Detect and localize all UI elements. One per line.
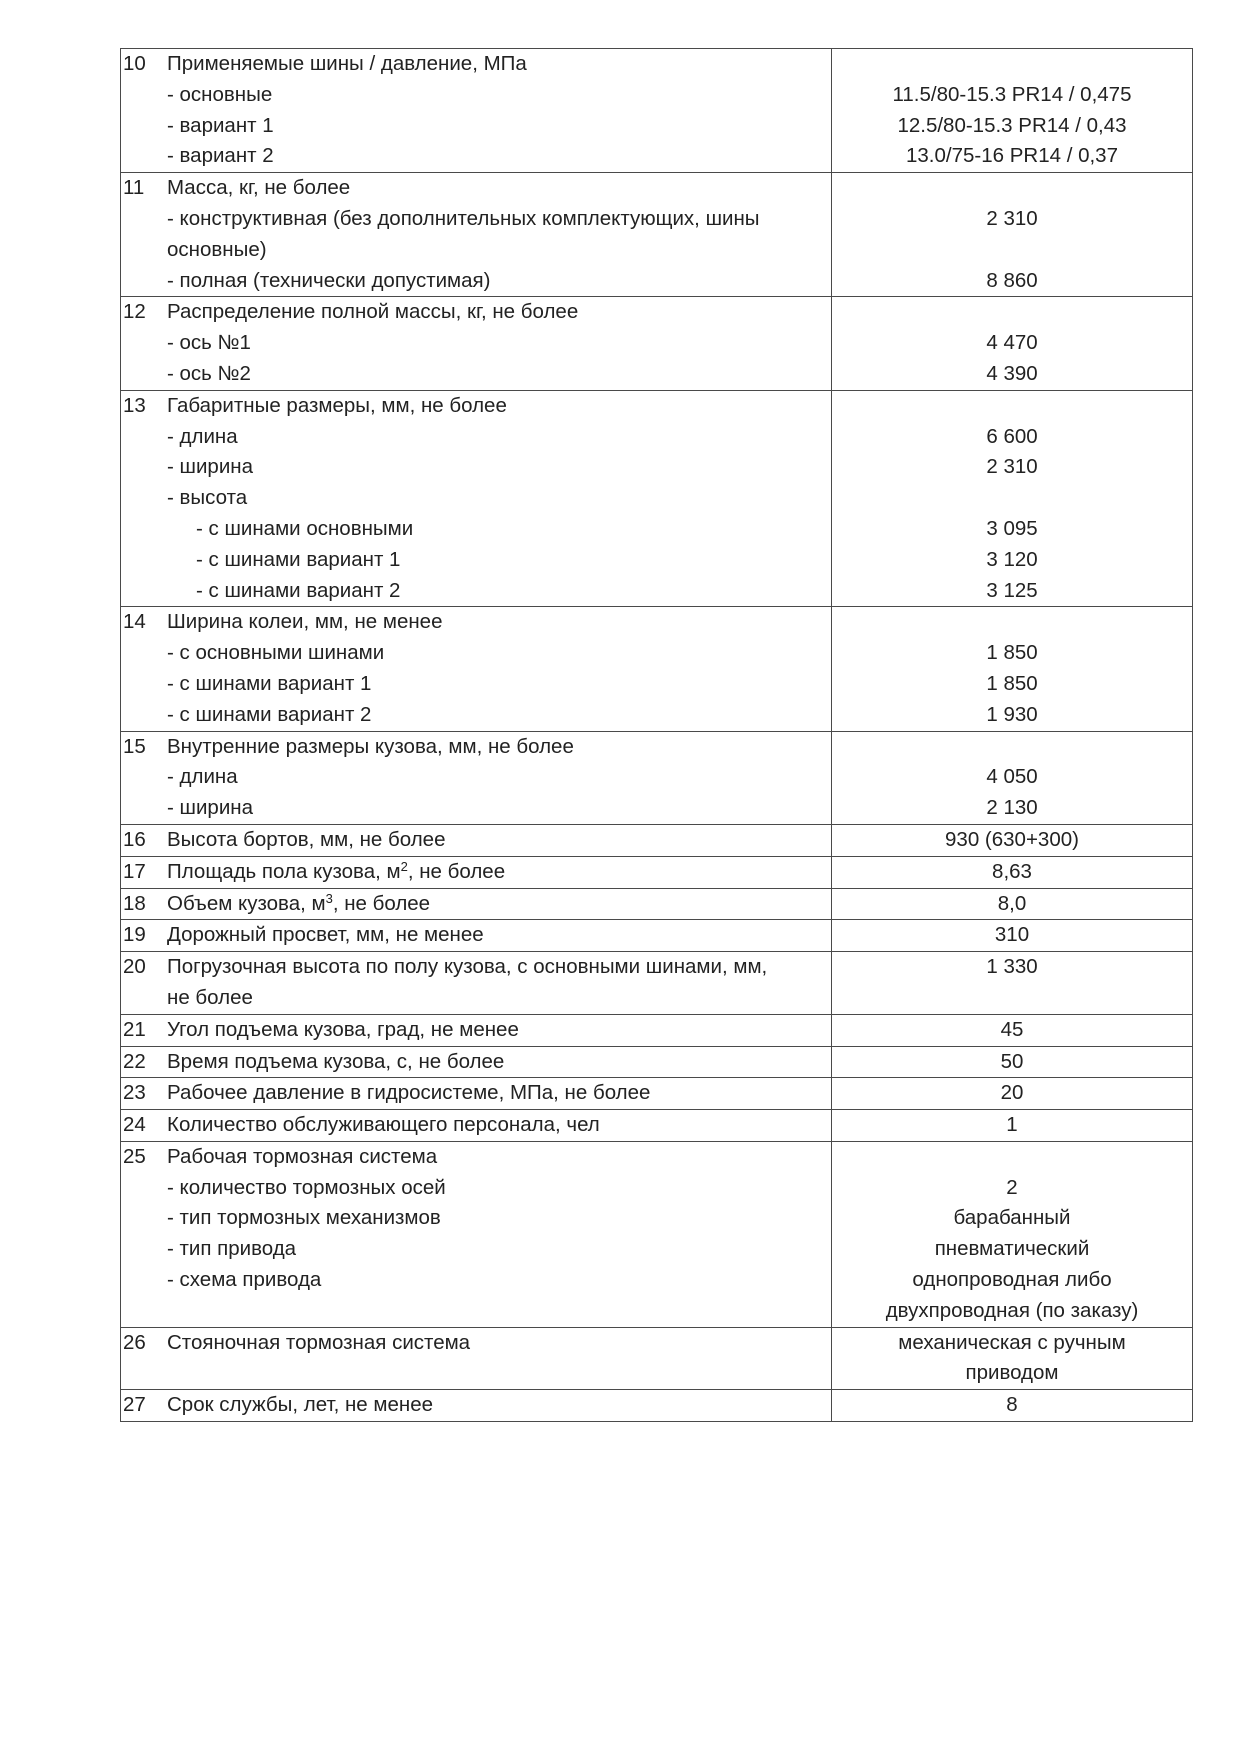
parameter-subitem: не более xyxy=(167,985,253,1009)
value-cell xyxy=(832,889,1192,920)
value-cell xyxy=(832,1328,1192,1390)
parameter-value: пневматический xyxy=(934,1237,1090,1261)
parameter-subitem: - основные xyxy=(167,82,273,106)
parameter-cell xyxy=(121,825,832,856)
parameter-subitem: - высота xyxy=(167,486,248,510)
spec-table xyxy=(120,48,1193,1422)
parameter-value: 6 600 xyxy=(986,424,1038,448)
parameter-cell xyxy=(121,1047,832,1078)
parameter-value: 1 xyxy=(1006,1113,1018,1137)
parameter-name: Ширина колеи, мм, не менее xyxy=(167,610,443,634)
parameter-value: механическая с ручным xyxy=(898,1330,1126,1354)
parameter-subitem: основные) xyxy=(167,237,267,261)
parameter-subitem: - ширина xyxy=(167,796,253,820)
table-row xyxy=(120,297,1193,390)
parameter-cell xyxy=(121,607,832,730)
value-cell xyxy=(832,920,1192,951)
table-row xyxy=(120,173,1193,297)
parameter-value: 20 xyxy=(1000,1081,1024,1105)
parameter-subitem: - с шинами вариант 2 xyxy=(196,578,401,602)
row-number: 13 xyxy=(123,393,146,417)
parameter-name: Габаритные размеры, мм, не более xyxy=(167,393,507,417)
parameter-value xyxy=(832,173,1192,204)
parameter-name: Рабочее давление в гидросистеме, МПа, не более xyxy=(167,1081,651,1105)
parameter-name: Время подъема кузова, с, не более xyxy=(167,1049,505,1073)
parameter-cell xyxy=(121,952,832,1014)
parameter-value: 3 095 xyxy=(986,516,1038,540)
parameter-name: Угол подъема кузова, град, не менее xyxy=(167,1017,519,1041)
parameter-cell xyxy=(121,297,832,389)
parameter-cell xyxy=(121,732,832,824)
value-cell xyxy=(832,49,1192,172)
row-number: 21 xyxy=(123,1017,146,1041)
row-number: 24 xyxy=(123,1113,146,1137)
table-row xyxy=(120,1142,1193,1328)
parameter-value: 4 470 xyxy=(986,331,1038,355)
value-cell xyxy=(832,1015,1192,1046)
parameter-value xyxy=(832,983,1192,1014)
parameter-name: Высота бортов, мм, не более xyxy=(167,827,446,851)
row-number: 20 xyxy=(123,955,146,979)
table-row xyxy=(120,889,1193,921)
parameter-subitem: - тип привода xyxy=(167,1237,297,1261)
parameter-value: 50 xyxy=(1000,1049,1024,1073)
parameter-cell xyxy=(121,1015,832,1046)
parameter-cell xyxy=(121,173,832,296)
parameter-subitem: - с шинами вариант 2 xyxy=(167,702,372,726)
parameter-value: 4 050 xyxy=(986,765,1038,789)
row-number: 19 xyxy=(123,923,146,947)
table-row xyxy=(120,952,1193,1015)
parameter-cell xyxy=(121,1110,832,1141)
parameter-value: барабанный xyxy=(953,1206,1071,1230)
value-cell xyxy=(832,1390,1192,1421)
parameter-value: 930 (630+300) xyxy=(945,827,1079,851)
parameter-subitem: - длина xyxy=(167,765,238,789)
parameter-name: Количество обслуживающего персонала, чел xyxy=(167,1113,600,1137)
parameter-subitem: - ширина xyxy=(167,455,253,479)
parameter-value: приводом xyxy=(965,1361,1059,1385)
parameter-name: Срок службы, лет, не менее xyxy=(167,1393,433,1417)
parameter-value xyxy=(832,483,1192,514)
value-cell xyxy=(832,825,1192,856)
value-cell xyxy=(832,391,1192,607)
value-cell xyxy=(832,1078,1192,1109)
row-number: 11 xyxy=(123,176,145,200)
parameter-cell xyxy=(121,857,832,888)
table-row xyxy=(120,1110,1193,1142)
parameter-cell xyxy=(121,1078,832,1109)
parameter-value: 2 xyxy=(1006,1175,1018,1199)
parameter-value: 1 850 xyxy=(986,641,1038,665)
parameter-value: 1 930 xyxy=(986,702,1038,726)
parameter-subitem: - схема привода xyxy=(167,1268,322,1292)
parameter-subitem: - конструктивная (без дополнительных комплектующих, шины xyxy=(167,206,760,230)
parameter-name: Площадь пола кузова, $м^2$, не более xyxy=(167,858,506,883)
parameter-value: 12.5/80-15.3 PR14 / 0,43 xyxy=(897,113,1127,137)
parameter-subitem: - ось №2 xyxy=(167,361,251,385)
parameter-subitem: - длина xyxy=(167,424,238,448)
parameter-name: Рабочая тормозная система xyxy=(167,1144,438,1168)
parameter-name: Распределение полной массы, кг, не более xyxy=(167,300,579,324)
parameter-name: Масса, кг, не более xyxy=(167,176,351,200)
parameter-value xyxy=(832,49,1192,80)
parameter-subitem: - количество тормозных осей xyxy=(167,1175,446,1199)
parameter-cell xyxy=(121,920,832,951)
parameter-value: 2 310 xyxy=(986,455,1038,479)
table-row xyxy=(120,391,1193,608)
table-row xyxy=(120,1328,1193,1391)
table-row xyxy=(120,607,1193,731)
table-row xyxy=(120,920,1193,952)
row-number: 27 xyxy=(123,1393,146,1417)
parameter-subitem: - тип тормозных механизмов xyxy=(167,1206,441,1230)
table-row xyxy=(120,1015,1193,1047)
parameter-cell xyxy=(121,1390,832,1421)
parameter-name: Дорожный просвет, мм, не менее xyxy=(167,923,484,947)
parameter-value: 3 120 xyxy=(986,547,1038,571)
parameter-subitem: - с шинами вариант 1 xyxy=(167,671,372,695)
parameter-value: однопроводная либо xyxy=(912,1268,1112,1292)
parameter-subitem: - с основными шинами xyxy=(167,641,385,665)
parameter-value: 11.5/80-15.3 PR14 / 0,475 xyxy=(892,82,1132,106)
parameter-value xyxy=(832,297,1192,328)
parameter-value xyxy=(832,391,1192,422)
table-row xyxy=(120,1078,1193,1110)
row-number: 23 xyxy=(123,1081,146,1105)
row-number: 26 xyxy=(123,1330,146,1354)
parameter-cell xyxy=(121,889,832,920)
parameter-value: 8,0 xyxy=(997,891,1027,915)
parameter-value xyxy=(832,1142,1192,1173)
parameter-name: Объем кузова, $м^3$, не более xyxy=(167,890,431,915)
parameter-value xyxy=(832,235,1192,266)
parameter-cell xyxy=(121,49,832,172)
parameter-value: 8,63 xyxy=(992,859,1032,883)
parameter-subitem xyxy=(121,1296,831,1327)
parameter-name: Погрузочная высота по полу кузова, с основными шинами, мм, xyxy=(167,955,768,979)
parameter-value: 2 310 xyxy=(986,206,1038,230)
parameter-name: Стояночная тормозная система xyxy=(167,1330,471,1354)
parameter-subitem: - вариант 2 xyxy=(167,144,274,168)
parameter-value: 8 xyxy=(1006,1393,1018,1417)
row-number: 17 xyxy=(123,859,146,883)
parameter-value: 1 330 xyxy=(986,955,1038,979)
value-cell xyxy=(832,857,1192,888)
row-number: 12 xyxy=(123,300,146,324)
value-cell xyxy=(832,297,1192,389)
value-cell xyxy=(832,732,1192,824)
parameter-value: двухпроводная (по заказу) xyxy=(885,1298,1139,1322)
value-cell xyxy=(832,607,1192,730)
parameter-value: 8 860 xyxy=(986,268,1038,292)
parameter-subitem: - полная (технически допустимая) xyxy=(167,268,491,292)
row-number: 16 xyxy=(123,827,146,851)
parameter-subitem: - с шинами вариант 1 xyxy=(196,547,401,571)
value-cell xyxy=(832,173,1192,296)
parameter-name: Внутренние размеры кузова, мм, не более xyxy=(167,734,574,758)
table-row xyxy=(120,1047,1193,1079)
parameter-value xyxy=(832,607,1192,638)
parameter-value: 2 130 xyxy=(986,796,1038,820)
parameter-value: 45 xyxy=(1000,1017,1024,1041)
table-row xyxy=(120,825,1193,857)
parameter-subitem: - с шинами основными xyxy=(196,516,414,540)
parameter-cell xyxy=(121,391,832,607)
row-number: 25 xyxy=(123,1144,146,1168)
table-row xyxy=(120,857,1193,889)
parameter-subitem: - вариант 1 xyxy=(167,113,274,137)
value-cell xyxy=(832,952,1192,1014)
parameter-value: 4 390 xyxy=(986,361,1038,385)
table-row xyxy=(120,1390,1193,1422)
value-cell xyxy=(832,1142,1192,1327)
parameter-subitem xyxy=(121,1358,831,1389)
row-number: 18 xyxy=(123,891,146,915)
parameter-subitem: - ось №1 xyxy=(167,331,251,355)
value-cell xyxy=(832,1047,1192,1078)
value-cell xyxy=(832,1110,1192,1141)
parameter-value: 3 125 xyxy=(986,578,1038,602)
parameter-value: 310 xyxy=(994,923,1030,947)
row-number: 22 xyxy=(123,1049,146,1073)
parameter-value: 13.0/75-16 PR14 / 0,37 xyxy=(906,144,1118,168)
parameter-cell xyxy=(121,1328,832,1390)
parameter-name: Применяемые шины / давление, МПа xyxy=(167,52,527,75)
row-number: 10 xyxy=(123,52,146,75)
parameter-value: 1 850 xyxy=(986,671,1038,695)
row-number: 15 xyxy=(123,734,146,758)
parameter-cell xyxy=(121,1142,832,1327)
parameter-value xyxy=(832,732,1192,763)
table-row xyxy=(120,48,1193,173)
table-row xyxy=(120,732,1193,825)
row-number: 14 xyxy=(123,610,146,634)
